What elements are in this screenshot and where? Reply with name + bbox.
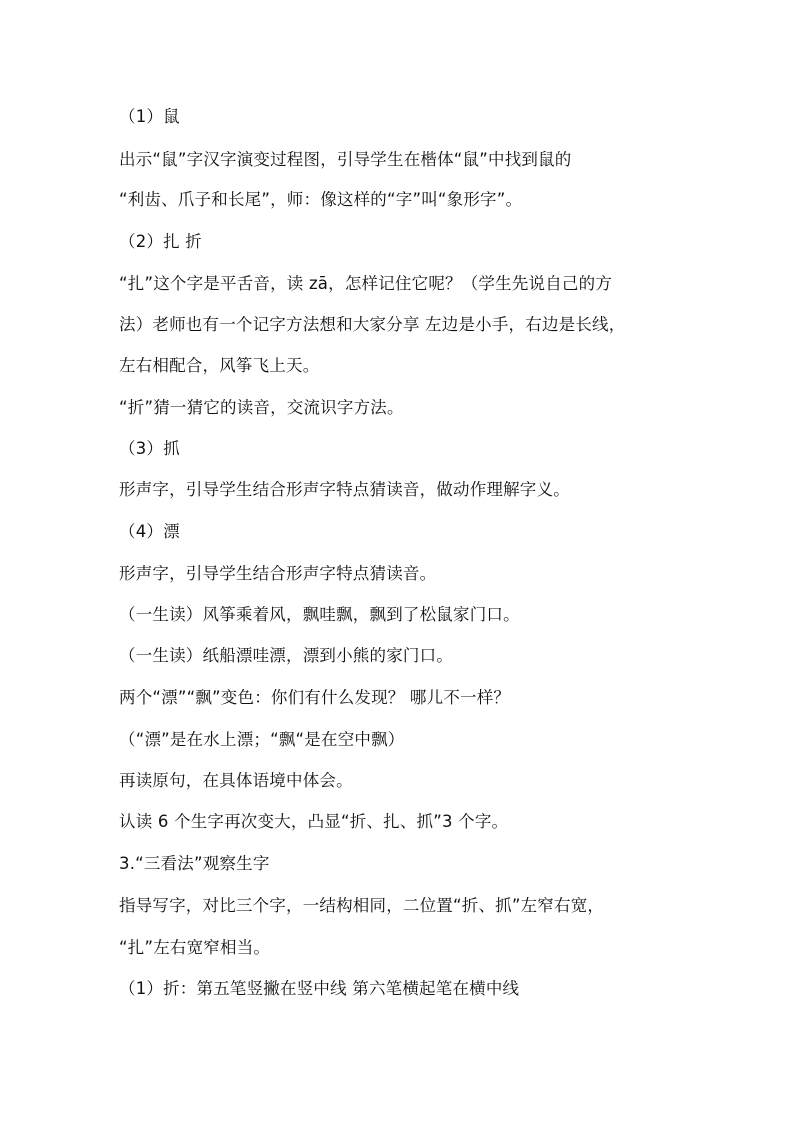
stroke-guide-zhe: （1）折：第五笔竖撇在竖中线 第六笔横起笔在横中线 bbox=[119, 979, 520, 998]
paragraph-zhua: 形声字，引导学生结合形声字特点猜读音，做动作理解字义。 bbox=[119, 480, 570, 499]
paragraph-zha-line-2: 法）老师也有一个记字方法想和大家分享 左边是小手，右边是长线， bbox=[119, 315, 626, 334]
heading-item-3-zhua: （3）抓 bbox=[119, 439, 180, 458]
heading-item-1-shu: （1）鼠 bbox=[119, 107, 180, 126]
answer-line: （“漂”是在水上漂；“飘“是在空中飘） bbox=[119, 730, 405, 749]
paragraph-zha-line-1: “扎”这个字是平舌音，读 zā，怎样记住它呢？（学生先说自己的方 bbox=[119, 274, 613, 293]
paragraph-shu-line-2: “利齿、爪子和长尾”，师：像这样的“字”叫“象形字”。 bbox=[119, 190, 523, 209]
section-3-heading: 3.“三看法”观察生字 bbox=[119, 854, 270, 873]
reading-line-paper-boat: （一生读）纸船漂哇漂，漂到小熊的家门口。 bbox=[119, 646, 453, 665]
recognize-line: 认读 6 个生字再次变大，凸显“折、扎、抓”3 个字。 bbox=[119, 812, 509, 831]
question-line: 两个“漂”“飘”变色：你们有什么发现？ 哪儿不一样？ bbox=[119, 688, 511, 707]
paragraph-zha-line-3: 左右相配合，风筝飞上天。 bbox=[119, 356, 320, 375]
paragraph-zhe: “折”猜一猜它的读音，交流识字方法。 bbox=[119, 398, 404, 417]
writing-guide-line-2: “扎”左右宽窄相当。 bbox=[119, 938, 271, 957]
heading-item-4-piao: （4）漂 bbox=[119, 522, 180, 541]
heading-item-2-zha-zhe: （2）扎 折 bbox=[119, 232, 202, 251]
reread-line: 再读原句，在具体语境中体会。 bbox=[119, 771, 353, 790]
paragraph-shu-line-1: 出示“鼠”字汉字演变过程图，引导学生在楷体“鼠”中找到鼠的 bbox=[119, 150, 572, 169]
paragraph-piao: 形声字，引导学生结合形声字特点猜读音。 bbox=[119, 564, 437, 583]
reading-line-kite: （一生读）风筝乘着风，飘哇飘，飘到了松鼠家门口。 bbox=[119, 605, 520, 624]
writing-guide-line-1: 指导写字，对比三个字，一结构相同，二位置“折、抓”左窄右宽， bbox=[119, 896, 605, 915]
